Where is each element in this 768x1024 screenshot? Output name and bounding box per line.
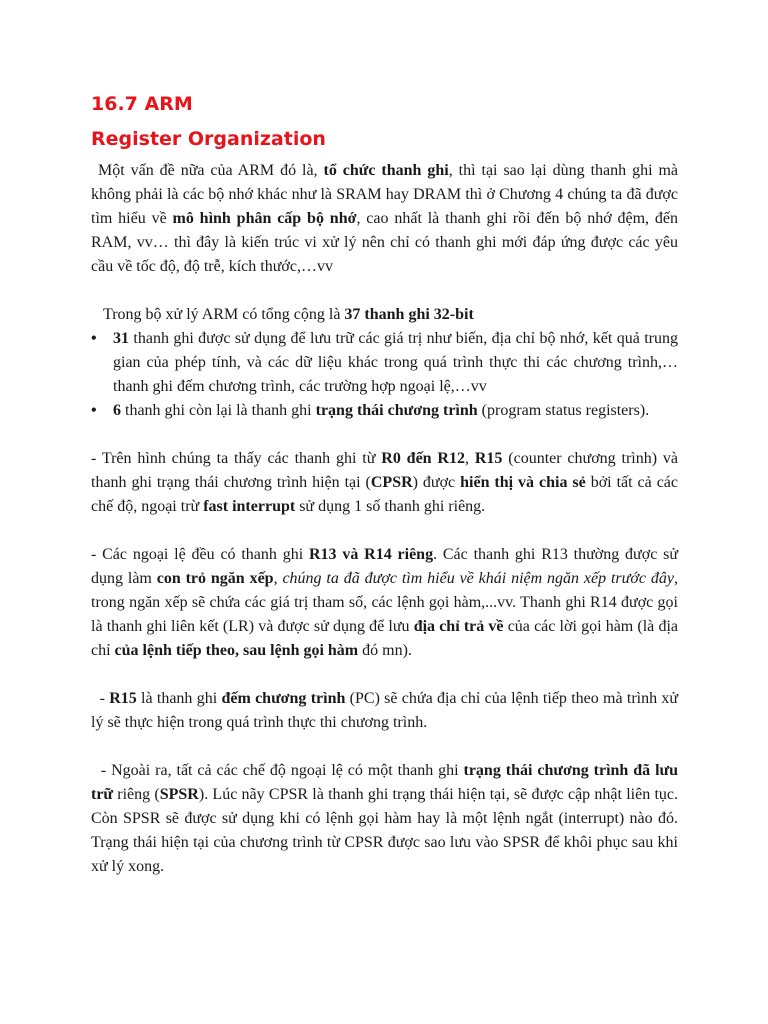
text: , cao nhất là thanh ghi rồi đến bộ nhớ đệm, đến RAM, vv… thì đây là kiến trúc vi xử lý nên chỉ có thanh ghi mới đáp ứng được các yêu cầu về tốc độ, độ trễ, kích thước,…vv bbox=[91, 210, 678, 275]
paragraph-register-count bbox=[91, 303, 678, 327]
text: - Ngoài ra, tất cả các chế độ ngoại lệ có một thanh ghi bbox=[91, 762, 464, 779]
text: riêng ( bbox=[113, 786, 160, 803]
paragraph-r13-r14 bbox=[91, 543, 678, 663]
paragraph-shared-registers bbox=[91, 447, 678, 519]
paragraph-register-organization bbox=[91, 159, 678, 279]
text: ) được bbox=[412, 474, 461, 491]
bold-text: mô hình phân cấp bộ nhớ bbox=[172, 210, 357, 227]
text: - Các ngoại lệ đều có thanh ghi bbox=[91, 546, 309, 563]
list-item bbox=[91, 399, 678, 423]
bold-text: tổ chức thanh ghi bbox=[323, 162, 449, 179]
list-item bbox=[91, 327, 678, 399]
text: . Các thanh ghi R13 thường được sử dụng làm bbox=[91, 546, 679, 587]
bold-text: địa chỉ trả về bbox=[413, 618, 504, 635]
register-bullet-list bbox=[91, 327, 678, 423]
section-number-title: 16.7 ARM bbox=[91, 93, 193, 115]
text: ). Lúc nãy CPSR là thanh ghi trạng thái hiện tại, sẽ được cập nhật liên tục. Còn SPSR sẽ được sử dụng khi có lệnh gọi hàm hay là một lệnh ngắt (interrupt) nào đó. Trạng thái hiện tại của chương trình từ CPSR được sao lưu vào SPSR để khôi phục sau khi xử lý xong. bbox=[91, 786, 683, 875]
bold-text: 37 thanh ghi 32-bit bbox=[344, 306, 474, 323]
bold-text: đếm chương trình bbox=[221, 690, 346, 707]
paragraph-spsr bbox=[91, 759, 683, 879]
bold-text: fast interrupt bbox=[203, 498, 296, 515]
text: là thanh ghi bbox=[136, 690, 222, 707]
bold-text: trạng thái chương trình đã lưu trữ bbox=[91, 762, 683, 803]
bold-text: CPSR bbox=[370, 474, 413, 491]
text: sử dụng 1 số thanh ghi riêng. bbox=[295, 498, 486, 515]
text: đó mn). bbox=[358, 642, 412, 659]
document-body bbox=[91, 159, 683, 879]
text: thanh ghi còn lại là thanh ghi bbox=[121, 402, 316, 419]
bold-text: trạng thái chương trình bbox=[315, 402, 478, 419]
bold-text: R0 đến R12 bbox=[381, 450, 465, 467]
text: Một vấn đề nữa của ARM đó là, bbox=[98, 162, 324, 179]
bullet-icon: • bbox=[91, 330, 97, 347]
text: Trong bộ xử lý ARM có tổng cộng là bbox=[103, 306, 345, 323]
section-subtitle: Register Organization bbox=[91, 128, 326, 150]
paragraph-r15 bbox=[91, 687, 683, 735]
bold-text: 31 bbox=[113, 330, 129, 347]
text: của các lời gọi hàm (là địa chỉ bbox=[91, 618, 678, 659]
bold-text: R15 bbox=[474, 450, 503, 467]
text: - bbox=[91, 690, 110, 707]
bold-text: con trỏ ngăn xếp bbox=[156, 570, 274, 587]
bold-text: R13 và R14 riêng bbox=[308, 546, 434, 563]
bold-text: SPSR bbox=[159, 786, 199, 803]
text: (program status registers). bbox=[477, 402, 650, 419]
bold-text: hiển thị và chia sẻ bbox=[460, 474, 586, 491]
text: (counter chương trình) và thanh ghi trạng thái chương trình hiện tại ( bbox=[91, 450, 679, 491]
bold-text: 6 bbox=[113, 402, 121, 419]
text: thanh ghi được sử dụng để lưu trữ các giá trị như biến, địa chỉ bộ nhớ, kết quả trung gian của phép tính, và các dữ liệu khác trong quá trình thực thi các chương trình,… thanh ghi đếm chương trình, các trường hợp ngoại lệ,…vv bbox=[113, 330, 678, 395]
text: , thì tại sao lại dùng thanh ghi mà không phải là các bộ nhớ khác như là SRAM hay DRAM thì ở Chương 4 chúng ta đã được tìm hiểu về bbox=[91, 162, 679, 227]
text: - Trên hình chúng ta thấy các thanh ghi từ bbox=[91, 450, 382, 467]
bold-text: của lệnh tiếp theo, sau lệnh gọi hàm bbox=[114, 642, 359, 659]
italic-text: chúng ta đã được tìm hiểu về khái niệm ngăn xếp trước đây bbox=[282, 570, 674, 587]
text: , bbox=[464, 450, 475, 467]
text: bởi tất cả các chế độ, ngoại trừ bbox=[91, 474, 679, 515]
text: , bbox=[273, 570, 283, 587]
text: (PC) sẽ chứa địa chỉ của lệnh tiếp theo mà trình xử lý sẽ thực hiện trong quá trình thực thi chương trình. bbox=[91, 690, 683, 731]
text: , trong ngăn xếp sẽ chứa các giá trị tham số, các lệnh gọi hàm,...vv. Thanh ghi R14 được gọi là thanh ghi liên kết (LR) và được sử dụng để lưu bbox=[91, 570, 678, 635]
bullet-icon: • bbox=[91, 402, 97, 419]
bold-text: R15 bbox=[109, 690, 137, 707]
